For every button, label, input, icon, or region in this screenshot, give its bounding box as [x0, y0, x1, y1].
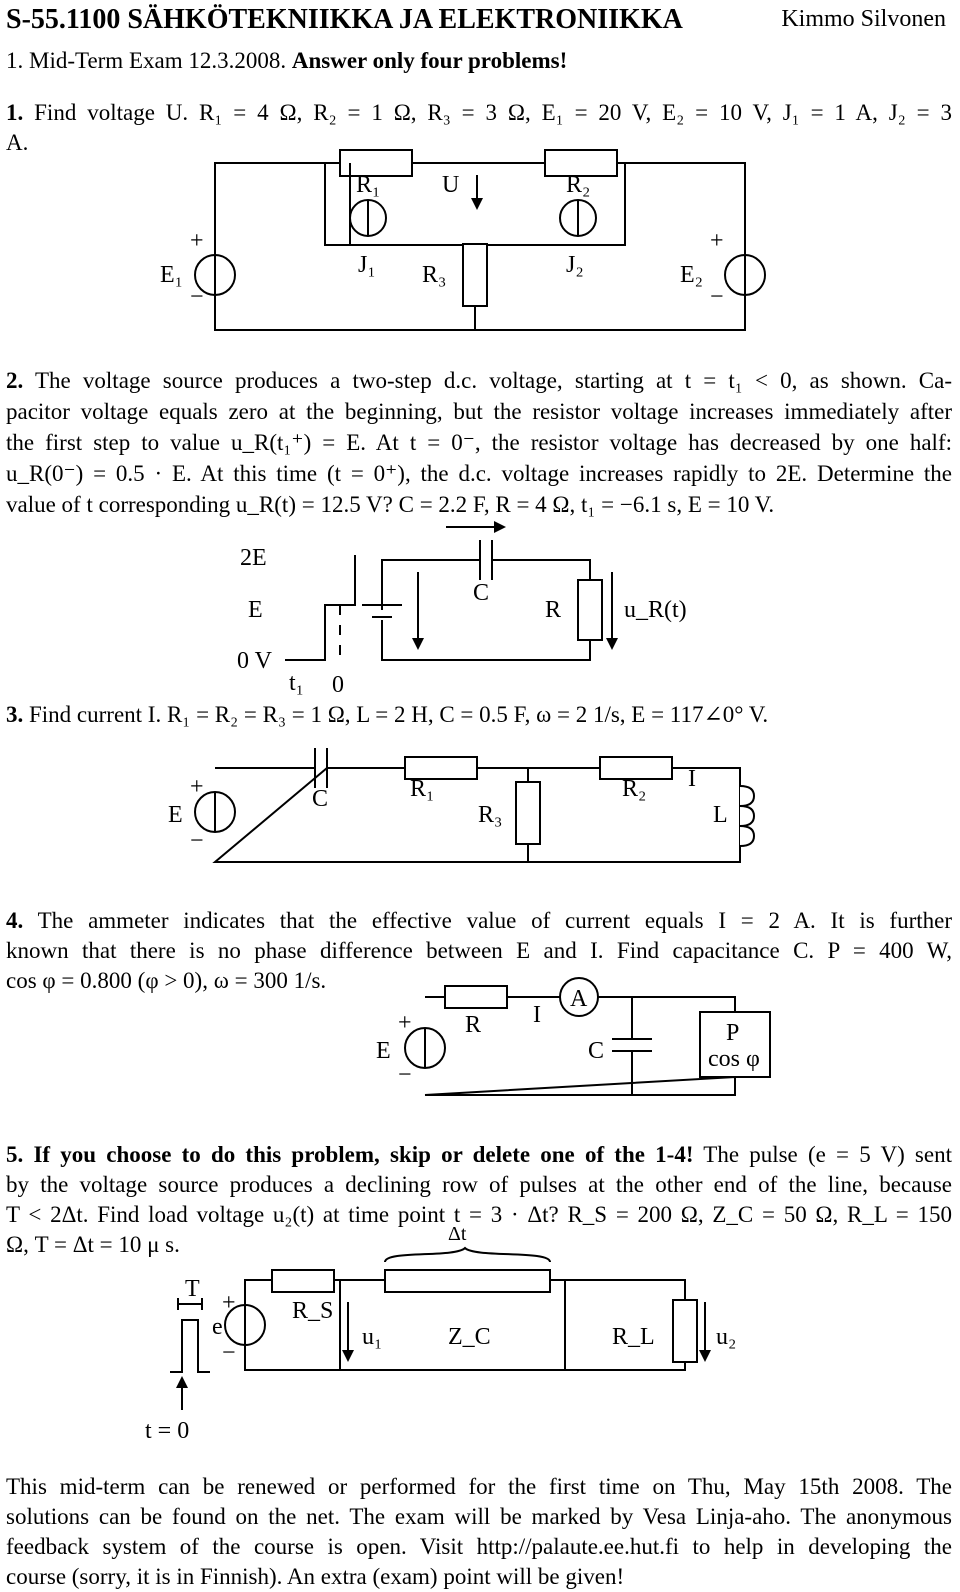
p2-label-2e: 2E: [240, 545, 267, 571]
p1-label-r1: R₁: [356, 172, 381, 198]
p1-e2-minus: −: [710, 284, 724, 310]
p5-line-3: T < 2Δt. Find load voltage u₂(t) at time point t = 3 · Δt? R_S = 200 Ω, Z_C = 50 Ω, R_L = 150: [6, 1202, 952, 1227]
p5-line-1-text: The pulse (e = 5 V) sent: [703, 1142, 952, 1167]
p5-rl-resistor: [673, 1300, 697, 1362]
p2-label-e: E: [248, 597, 263, 623]
p4-line-2: known that there is no phase difference between E and I. Find capacitance C. P = 400 W,: [6, 938, 952, 963]
p5-label-t0: t = 0: [145, 1418, 190, 1444]
p5-label-u2: u₂: [716, 1324, 737, 1350]
p2-line-5: value of t corresponding u_R(t) = 12.5 V? C = 2.2 F, R = 4 Ω, t₁ = −6.1 s, E = 10 V.: [6, 492, 775, 517]
p1-text-line2: A.: [6, 130, 29, 155]
exam-line-bold: Answer only four problems!: [291, 48, 568, 73]
p4-line-1-text: The ammeter indicates that the effective value of current equals I = 2 A. It is further: [37, 908, 952, 933]
p3-label-l: L: [713, 802, 728, 828]
p3-label-r2: R₂: [622, 776, 647, 802]
p5-label-rl: R_L: [612, 1324, 655, 1350]
p5-number: 5.: [6, 1142, 24, 1167]
p4-label-p: P: [726, 1020, 740, 1046]
p1-label-r3: R₃: [422, 262, 447, 288]
p4-number: 4.: [6, 908, 24, 933]
p1-e2-plus: +: [710, 228, 724, 254]
p3-minus: −: [190, 828, 204, 854]
p2-label-zero: 0: [332, 672, 344, 698]
p5-label-t: T: [185, 1276, 200, 1302]
p3-number: 3.: [6, 702, 24, 727]
p1-e1-minus: −: [190, 284, 204, 310]
p5-pulse: [170, 1320, 210, 1372]
p4-line-3: cos φ = 0.800 (φ > 0), ω = 300 1/s.: [6, 968, 327, 993]
footer-line-3: feedback system of the course is open. Visit http://palaute.ee.hut.fi to help in developing the: [6, 1534, 952, 1559]
p4-minus: −: [398, 1062, 412, 1088]
p1-label-e1: E₁: [160, 262, 184, 288]
p2-line-1-text: The voltage source produces a two-step d.c. voltage, starting at t = t₁ < 0, as shown. Ca-: [35, 368, 952, 393]
p5-label-rs: R_S: [292, 1298, 334, 1324]
p1-e1-plus: +: [190, 228, 204, 254]
p1-label-e2: E₂: [680, 262, 704, 288]
footer-line-1: This mid-term can be renewed or performed for the first time on Thu, May 15th 2008. The: [6, 1474, 952, 1499]
p4-label-cosphi: cos φ: [708, 1046, 760, 1072]
p4-label-r: R: [465, 1012, 482, 1038]
p4-label-i: I: [533, 1002, 541, 1028]
p4-label-a: A: [570, 986, 588, 1012]
p5-rs-resistor: [272, 1270, 334, 1292]
p2-number: 2.: [6, 368, 24, 393]
exam-line-plain: 1. Mid-Term Exam 12.3.2008.: [6, 48, 287, 73]
p2-label-ur: u_R(t): [624, 597, 687, 623]
p5-line-2: by the voltage source produces a declining row of pulses at the other end of the line, because: [6, 1172, 952, 1197]
p1-text-line1: Find voltage U. R₁ = 4 Ω, R₂ = 1 Ω, R₃ = 3 Ω, E₁ = 20 V, E₂ = 10 V, J₁ = 1 A, J₂ = 3: [34, 100, 952, 125]
p3-label-c: C: [312, 786, 329, 812]
p5-minus: −: [222, 1340, 236, 1366]
p3-label-i: I: [688, 766, 696, 792]
p3-label-r3: R₃: [478, 802, 503, 828]
p4-plus: +: [398, 1010, 412, 1036]
p5-label-u1: u₁: [362, 1324, 383, 1350]
p5-label-e: e: [212, 1314, 223, 1340]
p5-label-zc: Z_C: [448, 1324, 491, 1350]
p4-label-e: E: [376, 1038, 391, 1064]
p5-bold-text: If you choose to do this problem, skip or delete one of the 1-4!: [33, 1142, 694, 1167]
footer-line-2: solutions can be found on the net. The exam will be marked by Vesa Linja-aho. The anonymous: [6, 1504, 952, 1529]
p4-label-c: C: [588, 1038, 605, 1064]
p1-label-j1: J₁: [358, 252, 376, 278]
p2-label-t1: t₁: [289, 670, 305, 696]
p5-label-dt: Δt: [448, 1223, 467, 1245]
p5-line-box: [385, 1270, 550, 1292]
p2-label-r: R: [545, 597, 562, 623]
footer-line-4: course (sorry, it is in Finnish). An extra (exam) point will be given!: [6, 1564, 625, 1589]
p1-label-j2: J₂: [566, 252, 584, 278]
p2-line-2: pacitor voltage equals zero at the beginning, but the resistor voltage increases immediately after: [6, 399, 952, 424]
p3-text-line: Find current I. R₁ = R₂ = R₃ = 1 Ω, L = 2 H, C = 0.5 F, ω = 2 1/s, E = 117∠0° V.: [29, 702, 769, 727]
p1-number: 1.: [6, 100, 24, 125]
p2-label-0v: 0 V: [237, 648, 272, 674]
p1-label-r2: R₂: [566, 172, 591, 198]
p2-line-3: the first step to value u_R(t₁⁺) = E. At t = 0⁻, the resistor voltage has decreased by one half:: [6, 430, 952, 455]
course-title: S-55.1100 SÄHKÖTEKNIIKKA JA ELEKTRONIIKKA: [6, 4, 683, 35]
p2-label-c: C: [473, 580, 490, 606]
p3-label-e: E: [168, 802, 183, 828]
p3-label-r1: R₁: [410, 776, 435, 802]
p3-plus: +: [190, 774, 204, 800]
teacher-name: Kimmo Silvonen: [781, 6, 946, 32]
p5-plus: +: [222, 1290, 236, 1316]
p5-line-4: Ω, T = Δt = 10 μ s.: [6, 1232, 180, 1257]
p2-line-4: u_R(0⁻) = 0.5 · E. At this time (t = 0⁺), the d.c. voltage increases rapidly to 2E. Determine the: [6, 461, 952, 486]
p1-label-u: U: [442, 172, 460, 198]
